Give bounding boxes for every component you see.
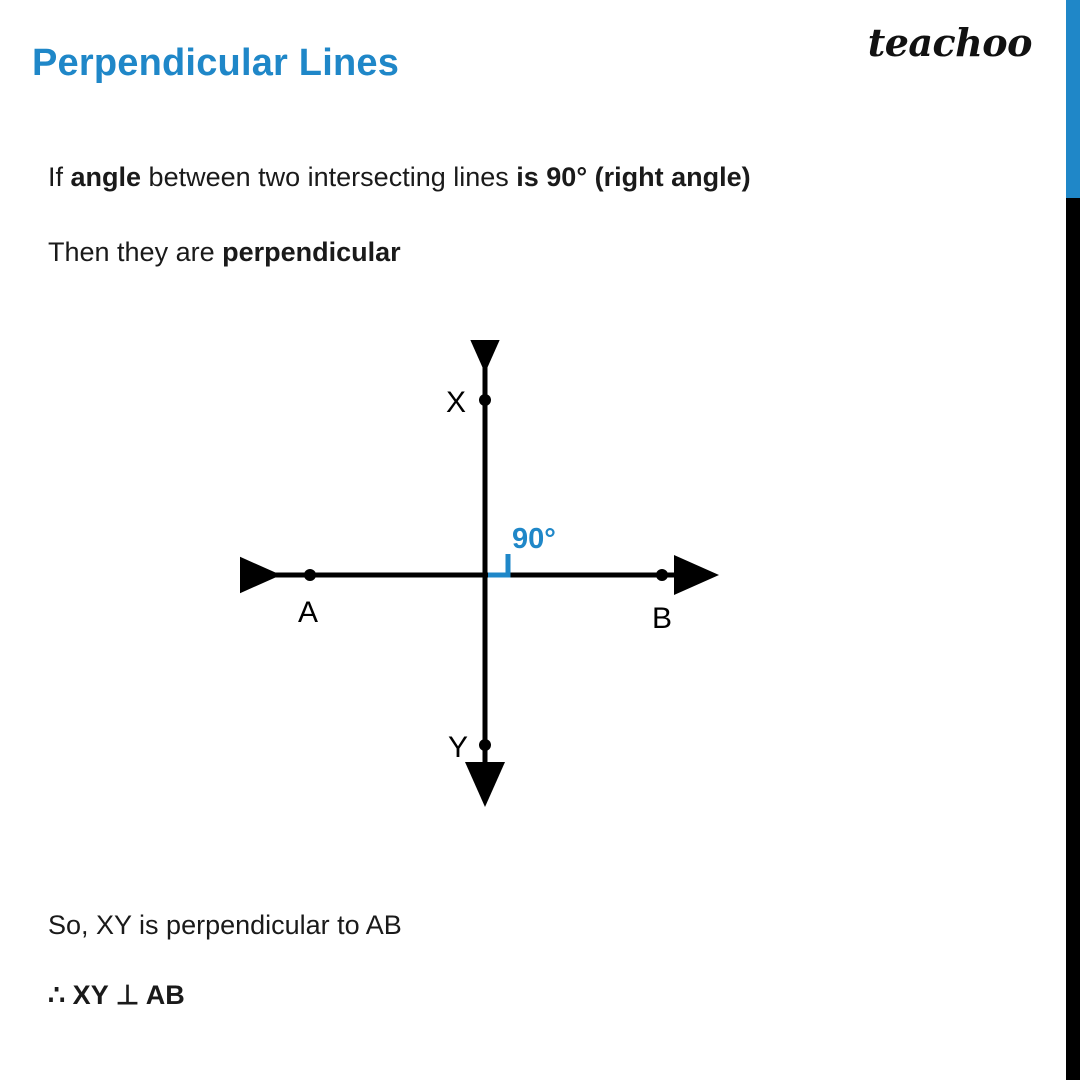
point-x — [479, 394, 491, 406]
label-angle-90: 90° — [512, 523, 556, 555]
conclusion-prefix: Then they are — [48, 237, 223, 267]
edge-accent-bar-blue — [1066, 0, 1080, 198]
page-title: Perpendicular Lines — [32, 42, 400, 84]
statement-bold-right-angle: is 90° (right angle) — [516, 162, 751, 192]
point-y — [479, 739, 491, 751]
label-a: A — [298, 596, 319, 629]
edge-accent-bar-black — [1066, 198, 1080, 1080]
point-b — [656, 569, 668, 581]
point-a — [304, 569, 316, 581]
statement-middle: between two intersecting lines — [141, 162, 517, 192]
brand-logo: teachoo — [867, 20, 1032, 65]
label-y: Y — [448, 731, 469, 764]
statement-bold-angle: angle — [70, 162, 142, 192]
right-angle-marker — [488, 554, 508, 575]
result-text: So, XY is perpendicular to AB — [48, 910, 402, 940]
conclusion-bold: perpendicular — [222, 237, 401, 267]
label-b: B — [652, 602, 673, 635]
perpendicular-lines-diagram — [240, 340, 760, 820]
statement-prefix: If — [48, 162, 71, 192]
statement-line — [48, 162, 751, 193]
conclusion-line — [48, 237, 401, 268]
label-x: X — [446, 386, 467, 419]
result-symbolic: ∴ XY ⊥ AB — [48, 980, 185, 1010]
